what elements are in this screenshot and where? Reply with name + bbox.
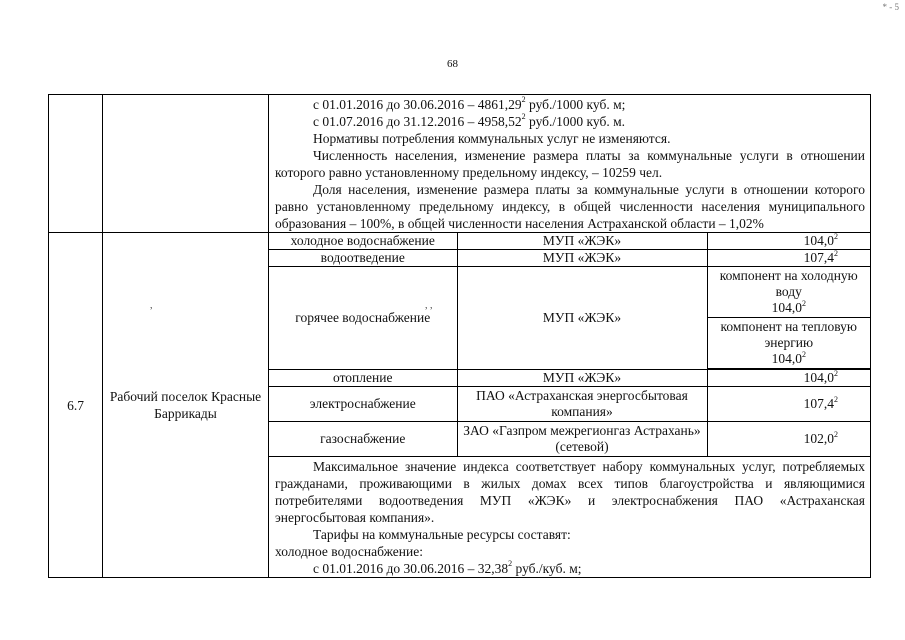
service-index: 107,4$^2$ [707, 250, 870, 267]
table-row-continuation [49, 95, 871, 233]
service-row [269, 387, 870, 422]
hot-water-components [707, 267, 870, 370]
service-index: 102,0$^2$ [707, 422, 870, 457]
tariffs-intro: Тарифы на коммунальные ресурсы составят: [313, 527, 571, 542]
service-provider: МУП «ЖЭК» [457, 370, 707, 387]
service-index: 104,0$^2$ [707, 233, 870, 250]
tariff-line-1: с 01.01.2016 до 30.06.2016 – 4861,29$^2$ руб./1000 куб. м; [313, 95, 626, 112]
index-note [269, 457, 870, 577]
component-cold-water: компонент на холодную воду 104,0$^2$ [708, 267, 871, 318]
service-name: газоснабжение [269, 422, 457, 457]
table-row-6-7 [49, 233, 871, 578]
service-index: 107,4$^2$ [707, 387, 870, 422]
municipality-cell-empty [103, 95, 269, 233]
service-row [269, 250, 870, 267]
service-row [269, 422, 870, 457]
service-row-hot-water [269, 267, 870, 370]
max-index-paragraph: Максимальное значение индекса соответствует набору коммунальных услуг, потребляемых гражданами, проживающими в жилых домах всех типов благоустройства и являющимися потребителями водоотведения МУП «ЖЭК» и электроснабжения ПАО «Астраханская энергосбытовая компания». [275, 459, 865, 525]
component-heat-energy: компонент на тепловую энергию 104,0$^2$ [708, 318, 871, 369]
norms-paragraph: Нормативы потребления коммунальных услуг не изменяются. [313, 131, 671, 146]
service-provider: МУП «ЖЭК» [457, 267, 707, 370]
service-index: 104,0$^2$ [707, 370, 870, 387]
services-table [269, 233, 870, 457]
cold-water-tariff-line: с 01.01.2016 до 30.06.2016 – 32,38$^2$ руб./куб. м; [313, 559, 582, 576]
tariff-table [48, 94, 871, 578]
corner-mark: * - 5 [882, 2, 899, 12]
population-share-paragraph: Доля населения, изменение размера платы за коммунальные услуги в отношении которого равно установленному предельному индексу, в общей численности населения муниципального образования – 100%, в общей численности населения Астраханской области – 1,02% [275, 182, 865, 231]
service-provider: МУП «ЖЭК» [457, 250, 707, 267]
service-name: горячее водоснабжение [269, 267, 457, 370]
service-provider: ПАО «Астраханская энергосбытовая компания» [457, 387, 707, 422]
cold-water-subheading: холодное водоснабжение: [275, 544, 423, 559]
continuation-text-cell [269, 95, 871, 233]
service-row [269, 233, 870, 250]
population-paragraph: Численность населения, изменение размера платы за коммунальные услуги в отношении которого равно установленному предельному индексу, – 10259 чел. [275, 148, 865, 180]
page-number: 68 [447, 58, 458, 70]
row-number: 6.7 [49, 233, 103, 578]
service-name: холодное водоснабжение [269, 233, 457, 250]
service-name: отопление [269, 370, 457, 387]
service-provider: МУП «ЖЭК» [457, 233, 707, 250]
scan-speck: , [150, 300, 153, 311]
service-name: электроснабжение [269, 387, 457, 422]
service-provider: ЗАО «Газпром межрегионгаз Астрахань» (сетевой) [457, 422, 707, 457]
tariff-line-2: с 01.07.2016 до 31.12.2016 – 4958,52$^2$ руб./1000 куб. м. [313, 112, 625, 129]
service-name: водоотведение [269, 250, 457, 267]
scan-speck: , , [425, 300, 433, 311]
municipality-name: Рабочий поселок Красные Баррикады [103, 233, 269, 578]
services-cell [269, 233, 871, 578]
number-cell-empty [49, 95, 103, 233]
service-row [269, 370, 870, 387]
